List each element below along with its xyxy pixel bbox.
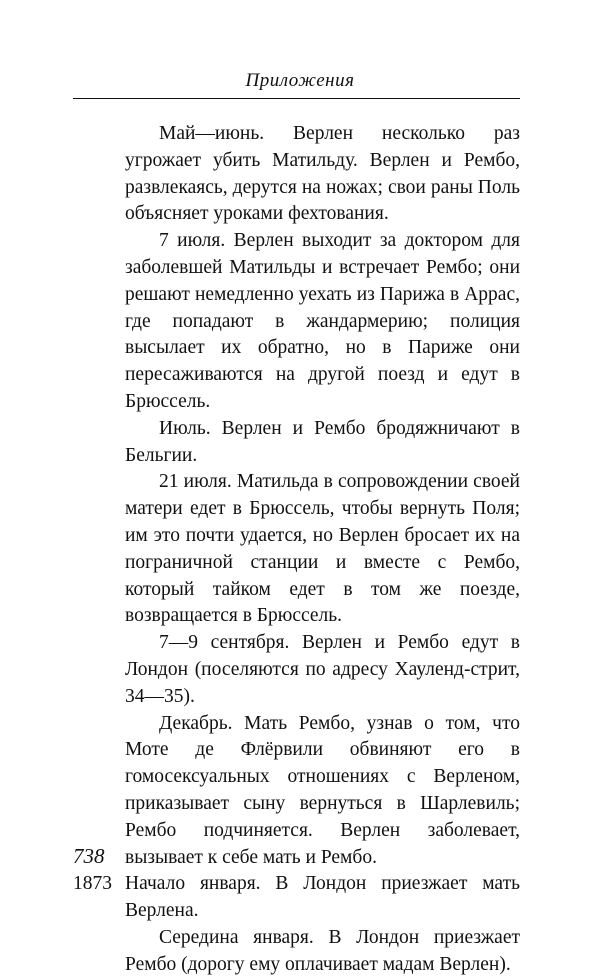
paragraph-december: Декабрь. Мать Рембо, узнав о том, что Моте де Флёрвили обвиняют его в гомосексуальных отношениях с Верленом, приказывает сыну вернуться в Шарлевиль; Рембо подчиняется. Верлен заболевает, вызывает к себе мать и Рембо. <box>125 712 520 868</box>
page-number: 738 <box>73 844 105 868</box>
paragraph-september: 7—9 сентября. Верлен и Рембо едут в Лондон (поселяются по адресу Хауленд-стрит, 34—35). <box>125 632 520 707</box>
paragraph-july: Июль. Верлен и Рембо бродяжничают в Бельгии. <box>125 417 520 466</box>
paragraph-july-7: 7 июля. Верлен выходит за доктором для заболевшей Матильды и встречает Рембо; они решают немедленно уехать из Парижа в Аррас, где попадают в жандармерию; полиция высылает их обратно, но в Париже они пересаживаются на другой поезд и едут в Брюссель. <box>125 230 520 412</box>
paragraph-july-21: 21 июля. Матильда в сопровождении своей матери едет в Брюссель, чтобы вернуть Поля; им это почти удается, но Верлен бросает их на пограничной станции и вместе с Рембо, который тайком едет в том же поезде, возвращается в Брюссель. <box>125 471 520 627</box>
paragraph-early-january: Начало января. В Лондон приезжает мать Верлена. <box>125 873 520 922</box>
header-rule <box>73 98 520 99</box>
running-head: Приложения <box>245 70 355 91</box>
paragraph-mid-january: Середина января. В Лондон приезжает Рембо (дорогу ему оплачивает мадам Верлен). <box>125 926 520 975</box>
year-label: 1873 <box>73 873 112 895</box>
year-entry-1873 <box>73 871 520 925</box>
paragraph-may-june: Май—июнь. Верлен несколько раз угрожает убить Матильду. Верлен и Рембо, развлекаясь, дерутся на ножах; свои раны Поль объясняет уроками фехтования. <box>125 123 520 225</box>
